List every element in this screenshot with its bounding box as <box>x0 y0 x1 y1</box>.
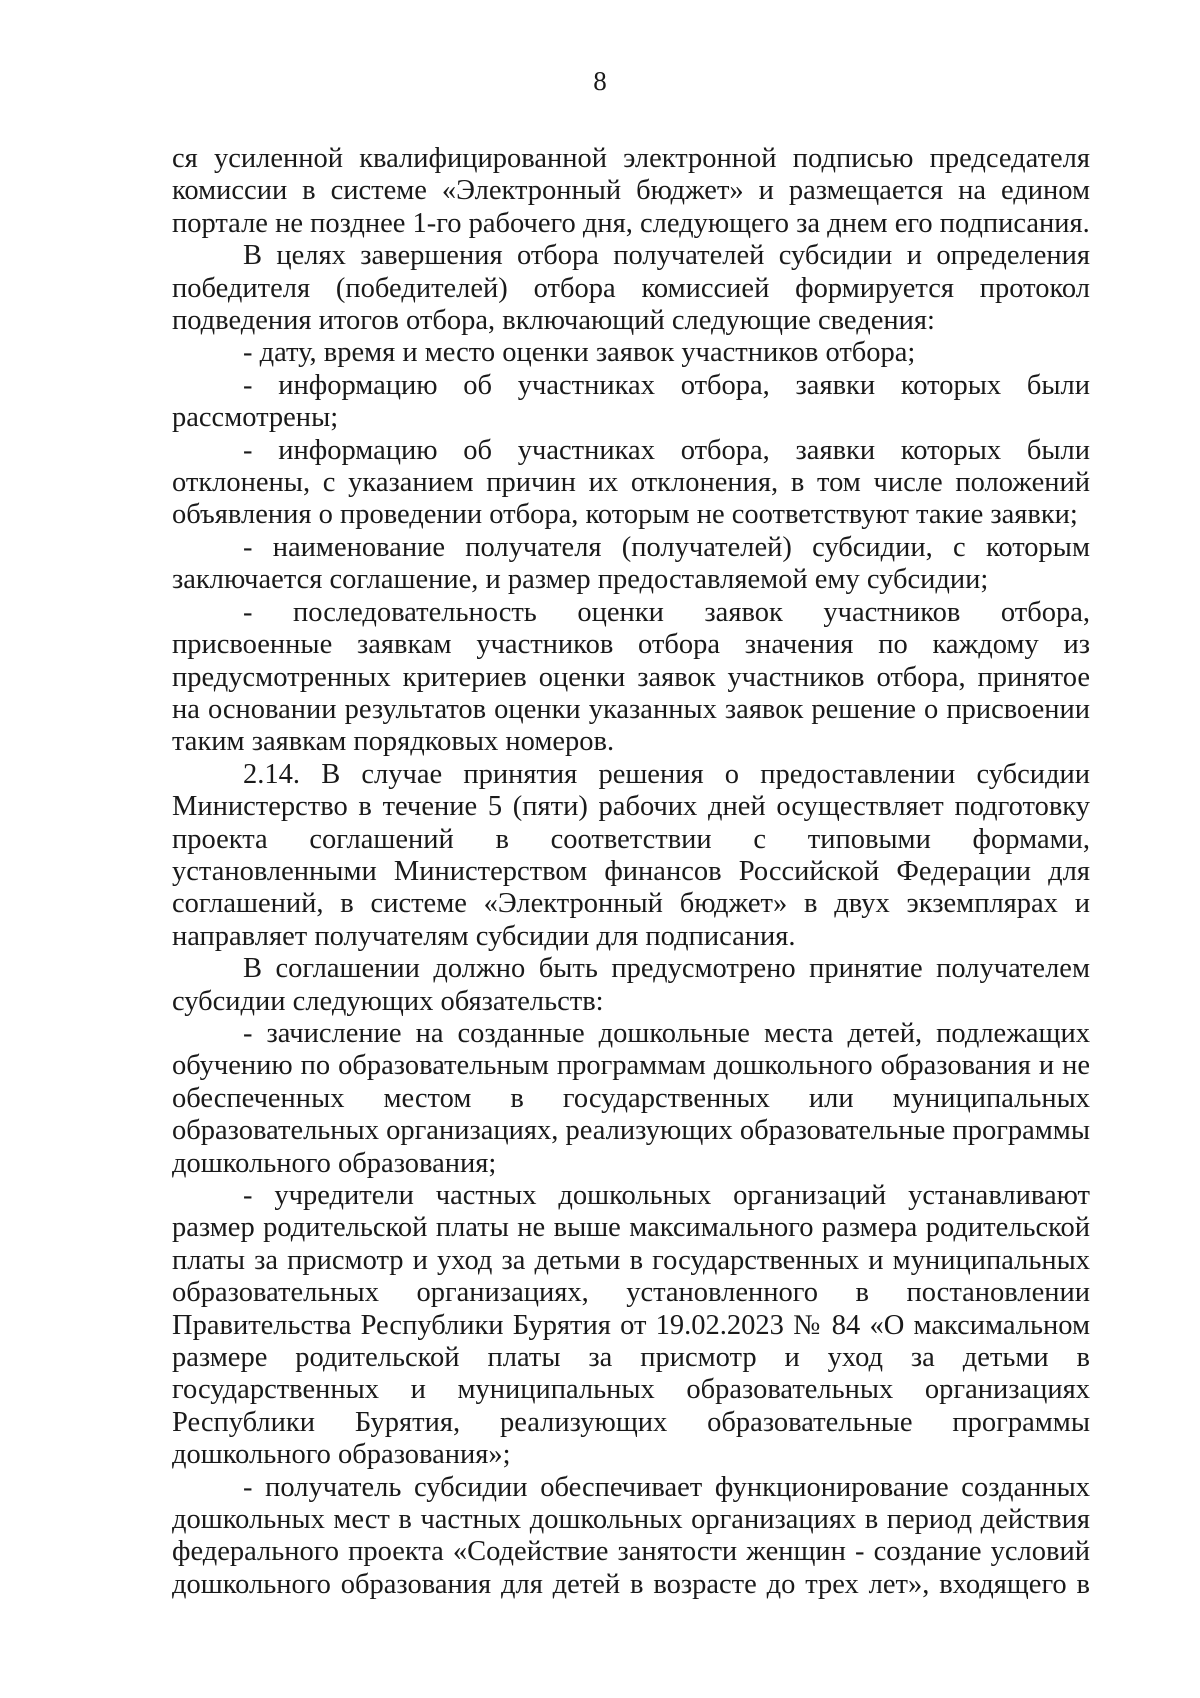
list-item-recipient: - наименование получателя (получателей) субсидии, с которым заключается соглашение, и размер предоставляемой ему субсидии; <box>172 531 1090 596</box>
paragraph-2-14: 2.14. В случае принятия решения о предоставлении субсидии Министерство в течение 5 (пяти) рабочих дней осуществляет подготовку проекта соглашений в соответствии с типовыми формами, установленными Министерством финансов Российской Федерации для соглашений, в системе «Электронный бюджет» в двух экземплярах и направляет получателям субсидии для подписания. <box>172 758 1090 952</box>
list-item-date-time: - дату, время и место оценки заявок участников отбора; <box>243 337 916 369</box>
page-number: 8 <box>593 66 607 96</box>
list-item-rejected: - информацию об участниках отбора, заявки которых были отклонены, с указанием причин их отклонения, в том числе положений объявления о проведении отбора, которым не соответствуют такие заявки; <box>172 434 1090 531</box>
paragraph-continuation: ся усиленной квалифицированной электронной подписью председателя комиссии в системе «Электронный бюджет» и размещается на едином портале не позднее 1-го рабочего дня, следующего за днем его подписания. <box>172 143 1090 239</box>
document-body <box>172 143 1090 1601</box>
list-item-parental-fee: - учредители частных дошкольных организаций устанавливают размер родительской платы не выше максимального размера родительской платы за присмотр и уход за детьми в государственных и муниципальных образовательных организациях, установленного в постановлении Правительства Республики Бурятия от 19.02.2023 № 84 «О максимальном размере родительской платы за присмотр и уход за детьми в государственных и муниципальных образовательных организациях Республики Бурятия, реализующих образовательные программы дошкольного образования»; <box>172 1180 1090 1471</box>
paragraph-protocol-intro: В целях завершения отбора получателей субсидии и определения победителя (победителей) отбора комиссией формируется протокол подведения итогов отбора, включающий следующие сведения: <box>172 240 1090 337</box>
paragraph-obligations-intro: В соглашении должно быть предусмотрено принятие получателем субсидии следующих обязательств: <box>172 953 1090 1017</box>
list-item-functioning: - получатель субсидии обеспечивает функционирование созданных дошкольных мест в частных дошкольных организациях в период действия федерального проекта «Содействие занятости женщин - создание условий дошкольного образования для детей в возрасте до трех лет», входящего в <box>172 1471 1090 1600</box>
list-item-sequence: - последовательность оценки заявок участников отбора, присвоенные заявкам участников отбора значения по каждому из предусмотренных критериев оценки заявок участников отбора, принятое на основании результатов оценки указанных заявок решение о присвоении таким заявкам порядковых номеров. <box>172 596 1090 758</box>
list-item-considered: - информацию об участниках отбора, заявки которых были рассмотрены; <box>172 369 1090 434</box>
list-item-enrollment: - зачисление на созданные дошкольные места детей, подлежащих обучению по образовательным программам дошкольного образования и не обеспеченных местом в государственных или муниципальных образовательных организациях, реализующих образовательные программы дошкольного образования; <box>172 1017 1090 1179</box>
